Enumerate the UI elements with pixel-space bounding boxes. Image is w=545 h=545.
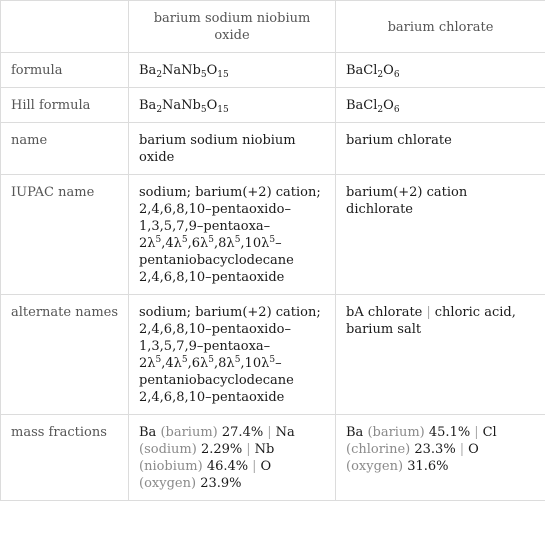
corner-cell — [1, 1, 129, 53]
row-hill-formula — [1, 88, 545, 123]
mass-fractions-cell-2: Ba (barium) 45.1% | Cl (chlorine) 23.3% | O (oxygen) 31.6% — [336, 415, 545, 501]
hill-formula-cell-2: $BaCl_2O_6$ — [336, 88, 545, 123]
separator: | — [252, 459, 257, 474]
alternate-names-cell-1: sodium; barium(+2) cation; $2,4,6,8,10-pentaoxido-1,3,5,7,9-pentaoxa-2\lambda^5,4\lambda^5,6\lambda^5,8\lambda^5,10\lambda^5$–pentaniobacyclodecane 2,4,6,8,10–pentaoxide — [129, 295, 336, 415]
row-iupac-name — [1, 175, 545, 295]
separator: | — [267, 425, 272, 440]
row-label-name: name — [1, 123, 129, 175]
row-label-formula: formula — [1, 53, 129, 88]
row-mass-fractions — [1, 415, 545, 501]
alternate-names-cell-2: bA chlorate | chloric acid, barium salt — [336, 295, 545, 415]
row-label-hill-formula: Hill formula — [1, 88, 129, 123]
column-header-barium-sodium-niobium-oxide: barium sodium niobium oxide — [129, 1, 336, 53]
name-cell-1: barium sodium niobium oxide — [129, 123, 336, 175]
formula-cell-2: $BaCl_2O_6$ — [336, 53, 545, 88]
row-label-iupac-name: IUPAC name — [1, 175, 129, 295]
mass-fractions-cell-1: Ba (barium) 27.4% | Na (sodium) 2.29% | Nb (niobium) 46.4% | O (oxygen) 23.9% — [129, 415, 336, 501]
row-name — [1, 123, 545, 175]
separator: | — [459, 442, 465, 457]
hill-formula-cell-1: $Ba_2NaNb_5O_{15}$ — [129, 88, 336, 123]
row-label-alternate-names: alternate names — [1, 295, 129, 415]
iupac-name-cell-1: sodium; barium(+2) cation; $2,4,6,8,10-pentaoxido-1,3,5,7,9-pentaoxa-2\lambda^5,4\lambda^5,6\lambda^5,8\lambda^5,10\lambda^5$–pentaniobacyclodecane 2,4,6,8,10–pentaoxide — [129, 175, 336, 295]
separator: | — [426, 305, 431, 320]
separator: | — [474, 425, 479, 440]
iupac-name-cell-2: barium(+2) cation dichlorate — [336, 175, 545, 295]
header-row — [1, 1, 545, 53]
row-alternate-names — [1, 295, 545, 415]
row-label-mass-fractions: mass fractions — [1, 415, 129, 501]
separator: | — [246, 442, 251, 457]
name-cell-2: barium chlorate — [336, 123, 545, 175]
column-header-barium-chlorate: barium chlorate — [336, 1, 545, 53]
row-formula — [1, 53, 545, 88]
formula-cell-1: $Ba_2NaNb_5O_{15}$ — [129, 53, 336, 88]
